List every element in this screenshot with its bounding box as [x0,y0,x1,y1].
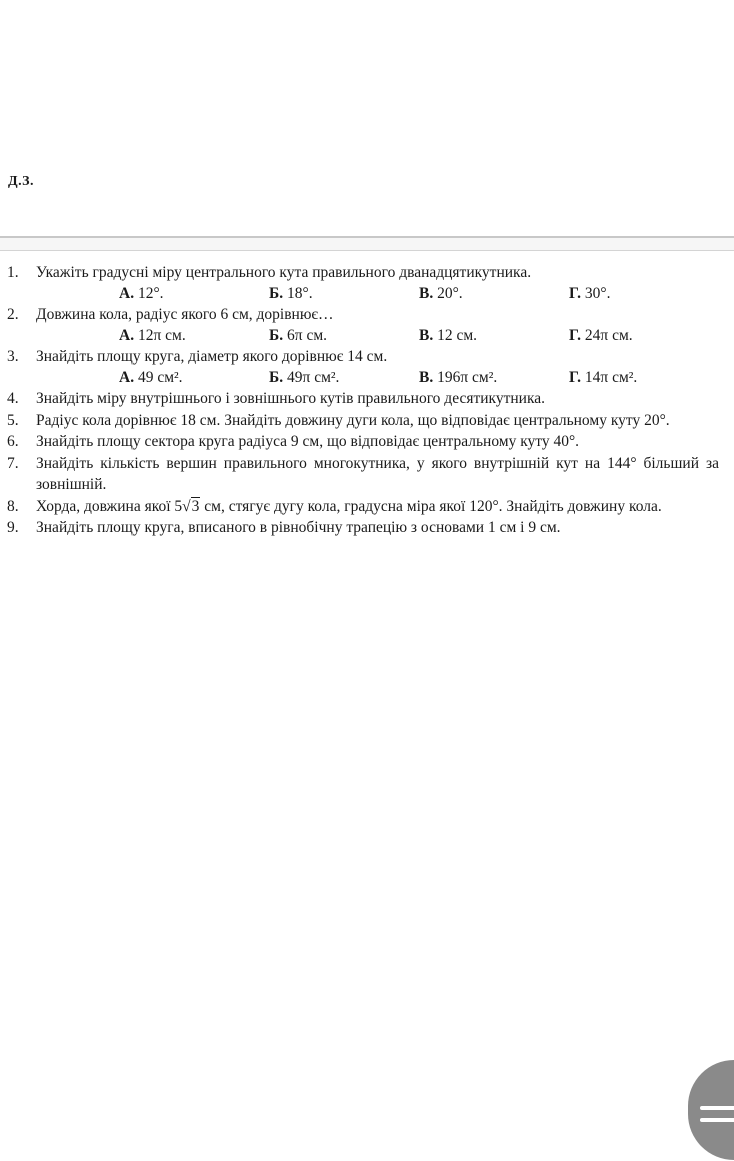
option-letter: Б. [269,284,284,302]
task-number: 4. [7,390,19,407]
option-letter: Б. [269,326,284,344]
option-value: 30°. [584,284,611,302]
option-letter: В. [419,368,434,386]
option-value: 12 см. [437,326,478,344]
square-root [182,497,200,515]
task-4 [7,388,719,410]
task-2 [7,304,719,346]
task-5 [7,410,719,432]
option-value: 12°. [137,284,164,302]
task-text: Знайдіть площу круга, діаметр якого дорівнює 14 см. [36,348,388,365]
option-letter: Б. [269,368,284,386]
answer-options [36,283,719,305]
hamburger-icon [700,1106,734,1110]
option-g [569,367,719,389]
task-list [7,262,719,539]
task-text: Укажіть градусні міру центрального кута правильного дванадцятикутника. [36,264,532,281]
sqrt-symbol: √ [182,497,191,515]
option-g [569,283,719,305]
task-1 [7,262,719,304]
option-value: 49π см². [287,368,340,386]
page-title: Д.З. [8,174,35,189]
option-value: 14π см². [584,368,638,386]
task-number: 9. [7,519,19,536]
task-number: 1. [7,264,19,281]
task-6 [7,431,719,453]
option-value: 6π см. [287,326,328,344]
task-text: Радіус кола дорівнює 18 см. Знайдіть довжину дуги кола, що відповідає центральному куту 20°. [36,411,670,429]
option-letter: Г. [569,326,581,344]
option-value: 20°. [437,284,463,302]
task-number: 2. [7,306,19,323]
radicand: 3 [191,497,200,515]
task-text-before: Хорда, довжина якої 5 [36,497,183,515]
task-8 [7,496,719,518]
task-text: Знайдіть кількість вершин правильного многокутника, у якого внутрішній кут на 144° більший за зовнішній. [36,454,719,493]
task-number: 3. [7,348,19,365]
answer-options [36,367,719,389]
option-a [119,325,269,347]
option-a [119,367,269,389]
option-letter: Г. [569,284,581,302]
option-letter: А. [119,368,135,386]
task-number: 5. [7,411,19,429]
option-value: 196π см². [437,368,498,386]
task-text: Знайдіть міру внутрішнього і зовнішнього кутів правильного десятикутника. [36,390,546,407]
option-b [269,283,419,305]
hamburger-icon-line [700,1118,734,1122]
task-text: Довжина кола, радіус якого 6 см, дорівнює… [36,306,334,323]
divider [0,236,734,251]
option-v [419,367,569,389]
task-text-after: см, стягує дугу кола, градусна міра якої 120°. Знайдіть довжину кола. [200,497,662,515]
task-text: Знайдіть площу круга, вписаного в рівнобічну трапецію з основами 1 см і 9 см. [36,519,561,536]
option-letter: В. [419,326,434,344]
option-letter: Г. [569,368,581,386]
option-b [269,367,419,389]
option-a [119,283,269,305]
option-letter: В. [419,284,434,302]
task-number: 6. [7,433,19,450]
task-number: 8. [7,497,19,515]
option-g [569,325,719,347]
option-letter: А. [119,284,135,302]
option-value: 12π см. [137,326,186,344]
task-7 [7,453,719,496]
task-text: Знайдіть площу сектора круга радіуса 9 см, що відповідає центральному куту 40°. [36,433,580,450]
task-9 [7,517,719,539]
menu-button[interactable] [688,1060,734,1160]
answer-options [36,325,719,347]
option-value: 18°. [287,284,313,302]
task-number: 7. [7,454,19,472]
option-value: 49 см². [137,368,183,386]
option-v [419,325,569,347]
task-text [36,496,719,518]
option-v [419,283,569,305]
task-3 [7,346,719,388]
option-b [269,325,419,347]
option-letter: А. [119,326,135,344]
option-value: 24π см. [584,326,633,344]
